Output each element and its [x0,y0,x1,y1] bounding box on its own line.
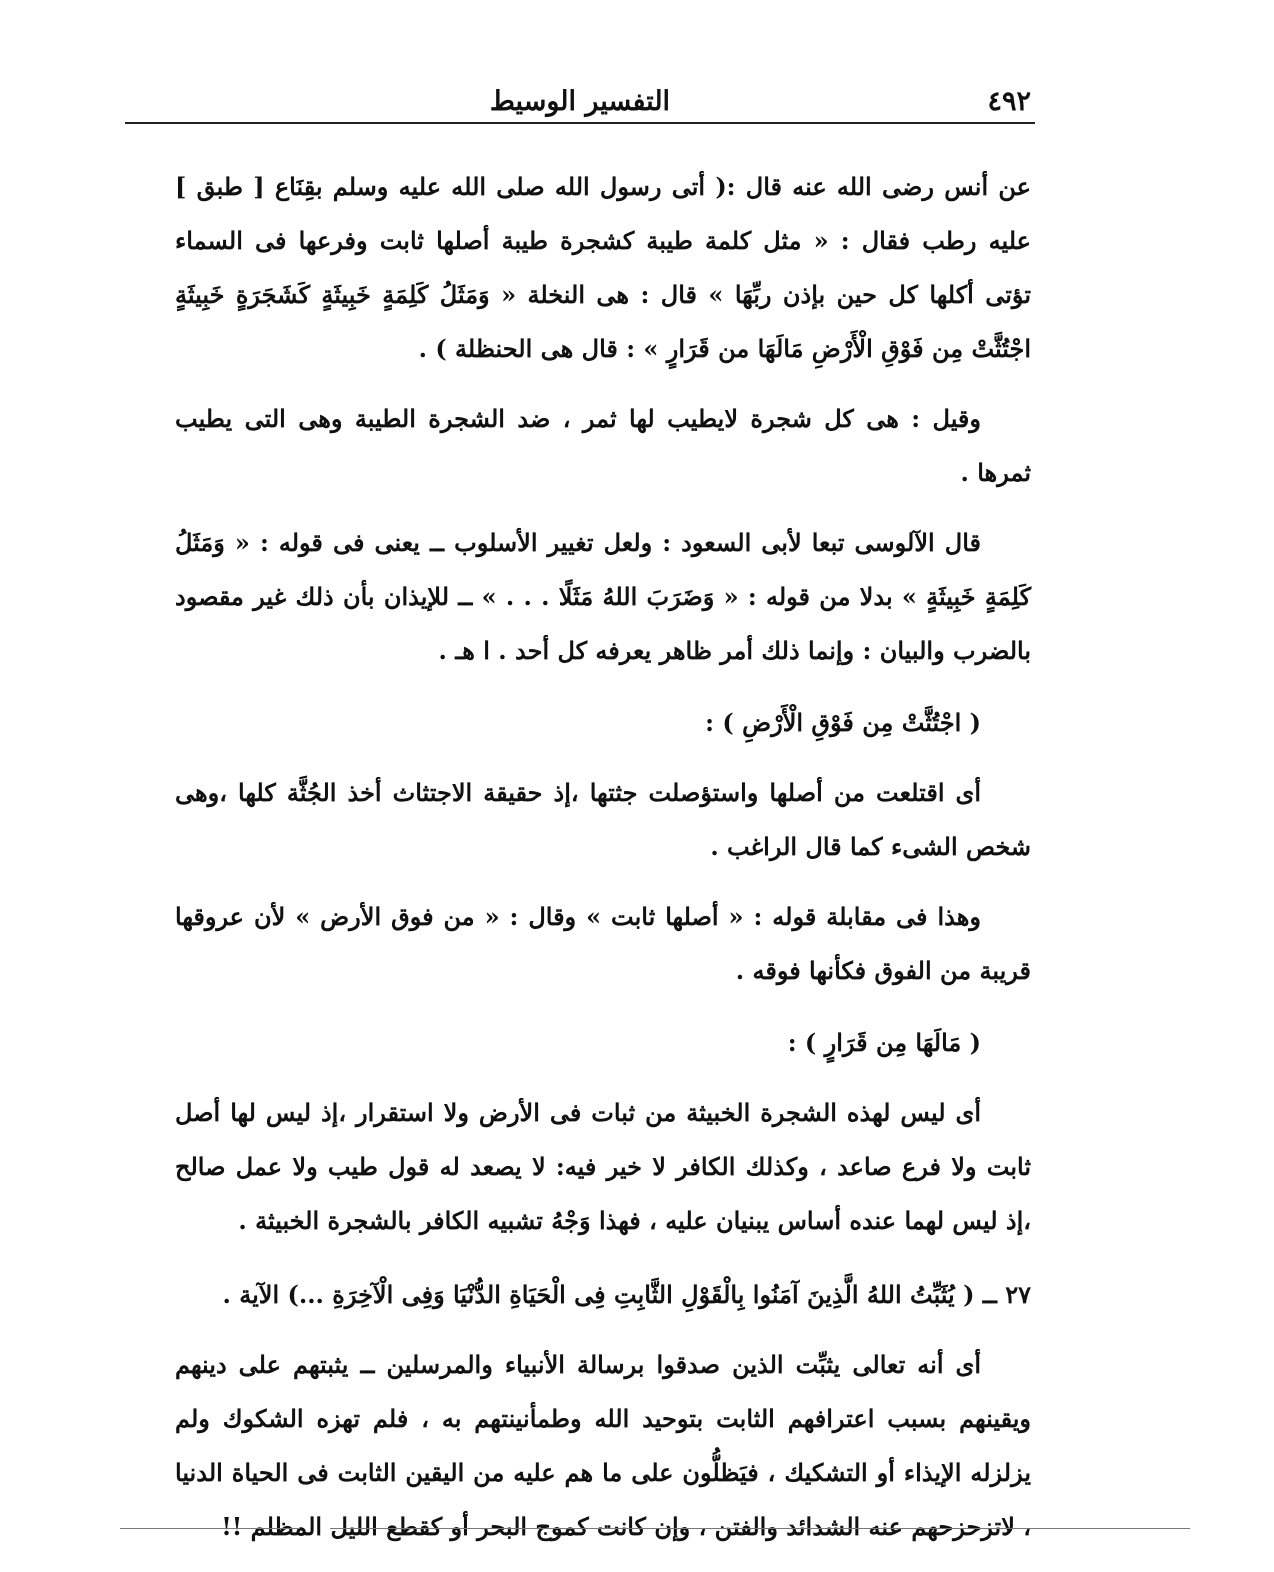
verse-27-heading: ٢٧ ــ ( يُثَبِّتُ اللهُ الَّذِينَ آمَنُوا بِالْقَوْلِ الثَّابِتِ فِى الْحَيَاةِ الدُّنْيَا وَفِى الْآخِرَةِ ...) الآية . [222,1280,1031,1309]
footer-rule-right [330,1528,1190,1529]
page-body [175,160,1031,1554]
paragraph-verse-27-meaning: أى أنه تعالى يثبِّت الذين صدقوا برسالة الأنبياء والمرسلين ــ يثبتهم على دينهم ويقينهم بسبب اعترافهم الثابت بتوحيد الله وطمأنينتهم به ، فلم تهزه الشكوك ولم يزلزله الإيذاء أو التشكيك ، فيَظلُّون على ما هم عليه من اليقين الثابت فى الحياة الدنيا ، لاتزحزحهم عنه الشدائد والفتن ، وإن كانت كموج البحر أو كقطع الليل المظلم !! [175,1350,1031,1541]
paragraph-alusi-quote: قال الآلوسى تبعا لأبى السعود : ولعل تغيير الأسلوب ــ يعنى فى قوله : « وَمَثَلُ كَلِمَةٍ خَبِيثَةٍ » بدلا من قوله : « وَضَرَبَ اللهُ مَثَلًا . . . » ــ للإيذان بأن ذلك غير مقصود بالضرب والبيان : وإنما ذلك أمر ظاهر يعرفه كل أحد . ا هـ . [175,528,1031,665]
paragraph-other-opinion: وقيل : هى كل شجرة لايطيب لها ثمر ، ضد الشجرة الطيبة وهى التى يطيب ثمرها . [175,404,1031,487]
paragraph-hadith: عن أنس رضى الله عنه قال :( أتى رسول الله صلى الله عليه وسلم بقِنَاع [ طبق ] عليه رطب فقال : « مثل كلمة طيبة كشجرة طيبة أصلها ثابت وفرعها فى السماء تؤتى أكلها كل حين بإذن ربِّهَا » قال : هى النخلة « وَمَثَلُ كَلِمَةٍ خَبِيثَةٍ كَشَجَرَةٍ خَبِيثَةٍ اجْتُثَّتْ مِن فَوْقِ الْأَرْضِ مَالَهَا من قَرَارٍ » : قال هى الحنظلة ) . [175,172,1031,363]
header-rule [125,122,1035,124]
page-header [125,80,1035,124]
paragraph-no-stability-meaning: أى ليس لهذه الشجرة الخبيثة من ثبات فى الأرض ولا استقرار ،إذ ليس لها أصل ثابت ولا فرع صاعد ، وكذلك الكافر لا خير فيه: لا يصعد له قول طيب ولا عمل صالح ،إذ ليس لهما عنده أساس يبنيان عليه ، فهذا وَجْهُ تشبيه الكافر بالشجرة الخبيثة . [175,1098,1031,1235]
running-title: التفسير الوسيط [489,86,671,117]
subheading-ujtuthat: ( اجْتُثَّتْ مِن فَوْقِ الْأَرْضِ ) : [705,708,981,737]
page-number: ٤٩٢ [987,86,1031,117]
paragraph-uprooted-meaning: أى اقتلعت من أصلها واستؤصلت جثتها ،إذ حقيقة الاجتثاث أخذ الجُثَّة كلها ،وهى شخص الشىء كما قال الراغب . [175,778,1031,861]
paragraph-contrast: وهذا فى مقابلة قوله : « أصلها ثابت » وقال : « من فوق الأرض » لأن عروقها قريبة من الفوق فكأنها فوقه . [175,902,1031,985]
footer-rule-left [120,1528,300,1529]
subheading-no-stability: ( مَالَهَا مِن قَرَارٍ ) : [787,1028,981,1057]
